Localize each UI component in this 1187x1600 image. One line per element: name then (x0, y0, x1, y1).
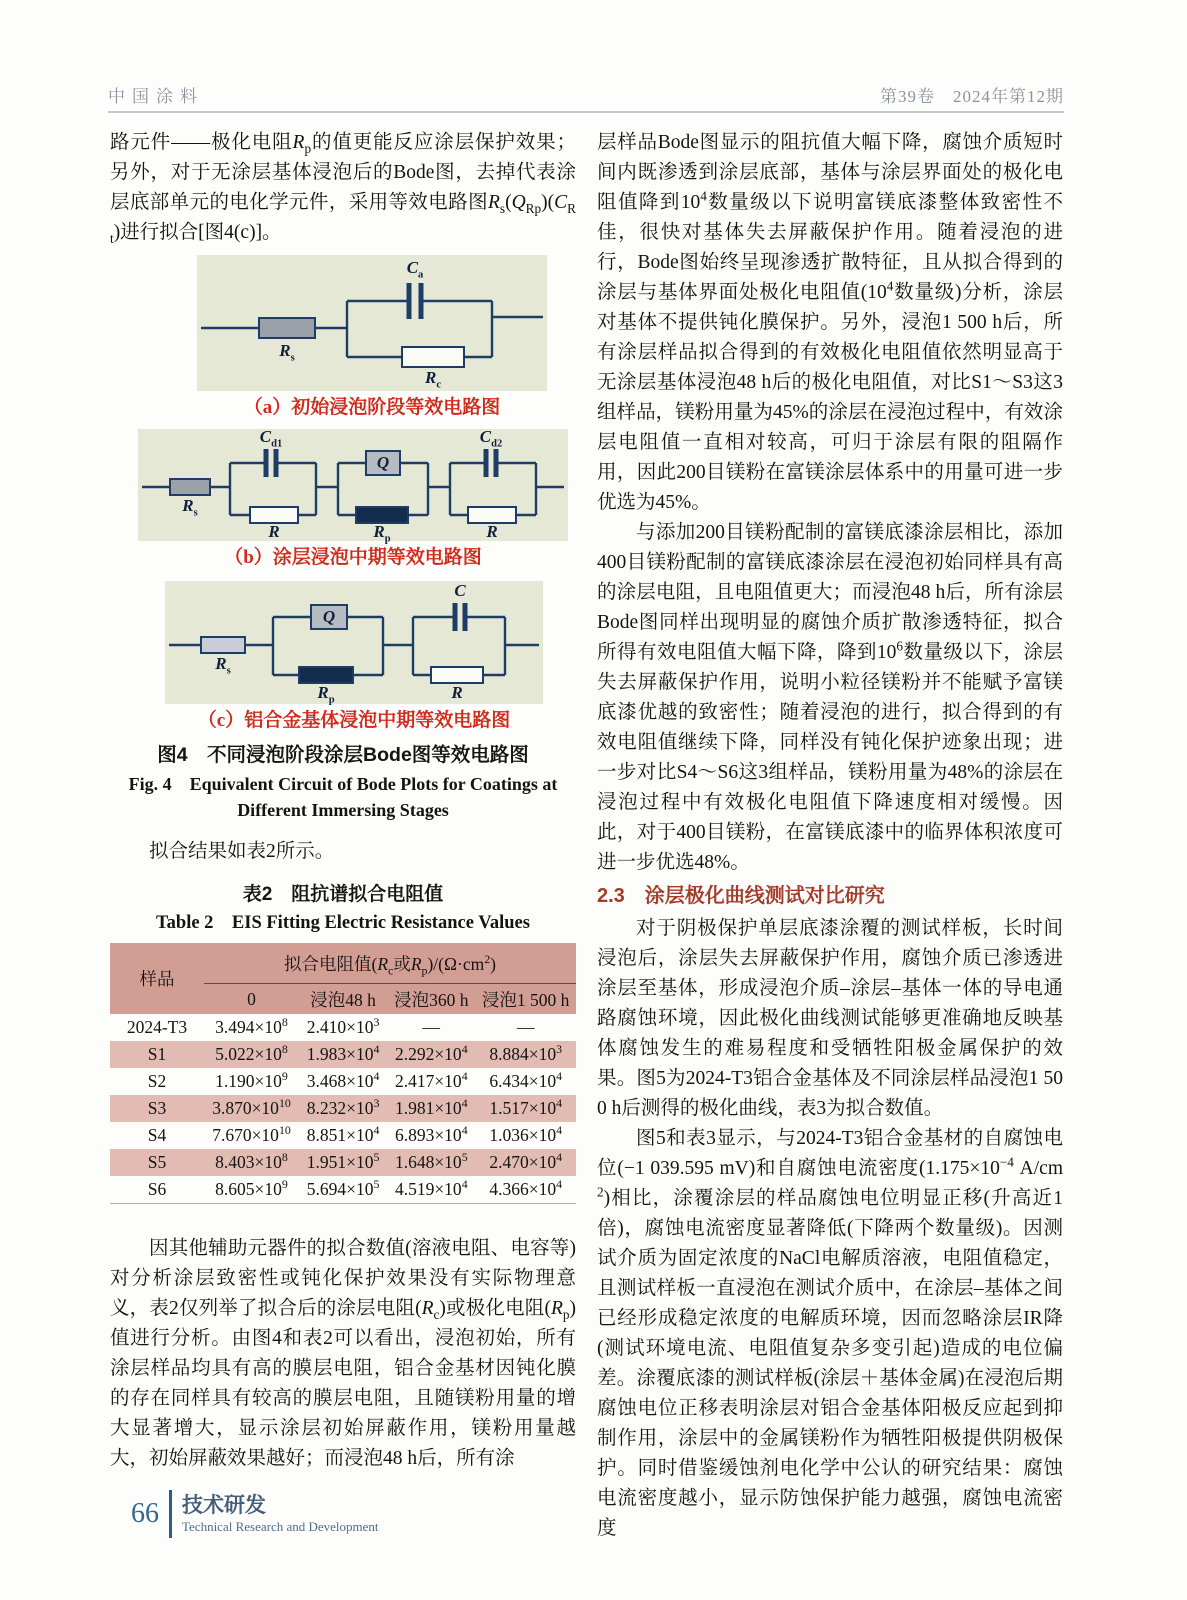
value-cell: $6.434\times 10^4$ (489, 1069, 563, 1091)
sample-cell: S3 (110, 1095, 204, 1122)
table-row (110, 1014, 576, 1041)
table2-col-sample: 样品 (110, 943, 204, 1014)
label-c: C (454, 581, 466, 600)
paragraph: 与添加200目镁粉配制的富镁底漆涂层相比，添加400目镁粉配制的富镁底漆涂层在浸泡初始同样具有高的涂层电阻，且电阻值更大；而浸泡48 h后，所有涂层Bode图同样出现明显的腐蚀介质扩散渗透特征，拟合所得有效电阻值大幅下降，降到$10^6$数量级以下，涂层失去屏蔽保护作用，说明小粒径镁粉并不能赋予富镁底漆优越的致密性；随着浸泡的进行，拟合得到的有效电阻值继续下降，同样没有钝化保护迹象出现；进一步对比S4～S6这3组样品，镁粉用量为48%的涂层在浸泡过程中有效极化电阻值下降速度相对缓慢。因此，对于400目镁粉，在富镁底漆中的临界体积浓度可进一步优选48%。 (597, 522, 1063, 873)
table2-subheader-3: 浸泡1 500 h (475, 984, 576, 1015)
value-cell: — (422, 1017, 441, 1037)
paragraph: 因其他辅助元器件的拟合数值(溶液电阻、电容等)对分析涂层致密性或钝化保护效果没有实际物理意义，表2仅列举了拟合后的涂层电阻$(R_c)$或极化电阻$(R_p)$值进行分析。由图4和表2可以看出，浸泡初始，所有涂层样品均具有高的膜层电阻，铝合金基材因钝化膜的存在同样具有较高的膜层电阻，且随镁粉用量的增大显著增大，显示涂层初始屏蔽作用，镁粉用量越大，初始屏蔽效果越好；而浸泡48 h后，所有涂 (110, 1238, 576, 1469)
label-rs: $R_s$ (279, 341, 295, 364)
label-cd1: $C_{d1}$ (259, 427, 283, 450)
label-rc: $R_c$ (424, 368, 442, 391)
value-cell: $1.981\times 10^4$ (387, 1095, 475, 1122)
value-cell: $1.983\times 10^4$ (299, 1041, 387, 1068)
value-cell: $5.694\times 10^5$ (306, 1177, 380, 1199)
table2-subheader-0: 0 (204, 984, 299, 1015)
table-row (110, 1095, 576, 1122)
value-cell: $4.519\times 10^4$ (394, 1177, 468, 1199)
circuit-b-caption: （b）涂层浸泡中期等效电路图 (224, 547, 482, 568)
table2-body (110, 1014, 576, 1204)
value-cell: $6.893\times 10^4$ (394, 1123, 468, 1145)
resistor-rs (201, 637, 245, 653)
footer-section-en: Technical Research and Development (182, 1518, 379, 1534)
paragraph: 图5和表3显示，与2024-T3铝合金基材的自腐蚀电位(−1 039.595 mV)和自腐蚀电流密度($1.175\times 10^{-4}$ $A/cm^2$)相比，涂覆涂层的样品腐蚀电位明显正移(升高近1倍)，腐蚀电流密度显著降低(下降两个数量级)。因测试介质为固定浓度的NaCl电解质溶液，电阻值稳定，且测试样板一直浸泡在测试介质中，在涂层–基体之间已经形成稳定浓度的电解质环境，因而忽略涂层IR降(测试环境电流、电阻值复杂多变引起)造成的电位偏差。涂覆底漆的测试样板(涂层＋基体金属)在浸泡后期腐蚀电位正移表明涂层对铝合金基体阳极反应起到抑制作用，涂层中的金属镁粉作为牺牲阳极提供阴极保护。同时借鉴缓蚀剂电化学中公认的研究结果：腐蚀电流密度越小，显示防蚀保护能力越强，腐蚀电流密度 (597, 1128, 1063, 1539)
table-row (110, 1041, 576, 1068)
label-r1: R (268, 522, 280, 541)
resistor-r1 (250, 507, 298, 523)
sample-cell: S4 (147, 1125, 167, 1145)
value-cell: $8.884\times 10^3$ (475, 1041, 576, 1068)
value-cell: $1.036\times 10^4$ (489, 1123, 563, 1145)
value-cell: $3.468\times 10^4$ (306, 1069, 380, 1091)
table-row (110, 1149, 576, 1176)
value-cell: $8.605\times 10^9$ (215, 1177, 288, 1199)
sample-cell: S6 (147, 1179, 167, 1199)
value-cell: $2.417\times 10^4$ (394, 1069, 468, 1091)
circuit-a-svg (197, 255, 547, 391)
page-header (108, 82, 1064, 107)
value-cell: $1.517\times 10^4$ (475, 1095, 576, 1122)
sample-cell: S5 (110, 1149, 204, 1176)
circuit-diagram-b (138, 427, 568, 545)
paragraph: 路元件——极化电阻$R_p$的值更能反应涂层保护效果；另外，对于无涂层基体浸泡后的Bode图，去掉代表涂层底部单元的电化学元件，采用等效电路图$R_s(Q_{Rp})(C_{Rt})$进行拟合[图4(c)]。 (110, 132, 576, 246)
sample-cell: S2 (147, 1071, 167, 1091)
value-cell: — (516, 1017, 535, 1037)
value-cell: $8.851\times 10^4$ (306, 1123, 380, 1145)
value-cell: $3.870\times 10^{10}$ (204, 1095, 299, 1122)
table2-subheader-1: 浸泡48 h (299, 984, 387, 1015)
resistor-rp (299, 667, 353, 683)
table2-col-group: 拟合电阻值($R_c$或$R_p)/(\Omega\cdot cm^2)$ (204, 943, 576, 984)
table2 (110, 943, 576, 1204)
page-footer (131, 1490, 379, 1538)
resistor-r2 (468, 507, 516, 523)
value-cell: $1.190\times 10^9$ (215, 1069, 288, 1091)
sample-cell: 2024-T3 (126, 1017, 188, 1037)
table2-header (110, 943, 576, 1014)
value-cell: $8.403\times 10^8$ (204, 1149, 299, 1176)
label-r2: R (486, 522, 498, 541)
resistor-rc (402, 347, 464, 367)
value-cell: $2.292\times 10^4$ (387, 1041, 475, 1068)
label-ca: $C_a$ (406, 258, 424, 281)
value-cell: $2.470\times 10^4$ (475, 1149, 576, 1176)
paragraph: 拟合结果如表2所示。 (149, 841, 335, 862)
label-r: R (451, 683, 463, 702)
sample-cell: S1 (110, 1041, 204, 1068)
table-row (110, 1176, 576, 1204)
circuit-c-caption: （c）铝合金基体浸泡中期等效电路图 (197, 710, 511, 731)
footer-section-cn: 技术研发 (182, 1493, 266, 1517)
right-column (597, 120, 1063, 1544)
circuit-diagram-a (197, 255, 547, 391)
resistor-rp (356, 507, 408, 523)
value-cell: $1.648\times 10^5$ (387, 1149, 475, 1176)
resistor-r (431, 667, 483, 683)
table2-title-cn: 表2 阻抗谱拟合电阻值 (242, 884, 444, 905)
issue-info: 第39卷 2024年第12期 (880, 87, 1064, 106)
footer-divider (169, 1490, 172, 1538)
label-q: Q (376, 453, 390, 472)
header-rule (108, 111, 1064, 113)
left-column (110, 120, 576, 1474)
resistor-rs (259, 318, 315, 338)
value-cell: $4.366\times 10^4$ (489, 1177, 563, 1199)
label-q: Q (322, 607, 336, 626)
label-rp: $R_p$ (373, 522, 391, 545)
figure4-caption-en: Fig. 4 Equivalent Circuit of Bode Plots for Coatings at Different Immersing Stages (128, 774, 558, 820)
section-heading-2-3: 2.3 涂层极化曲线测试对比研究 (597, 885, 885, 907)
resistor-rs (170, 479, 210, 495)
value-cell: $2.410\times 10^3$ (306, 1015, 380, 1037)
circuit-c-svg (165, 581, 543, 704)
paragraph: 对于阴极保护单层底漆涂覆的测试样板，长时间浸泡后，涂层失去屏蔽保护作用，腐蚀介质已渗透进涂层至基体，形成浸泡介质–涂层–基体一体的导电通路腐蚀环境，因此极化曲线测试能够更准确地反映基体腐蚀发生的难易程度和受牺牲阳极金属保护的效果。图5为2024-T3铝合金基体及不同涂层样品浸泡1 500 h后测得的极化曲线，表3为拟合数值。 (597, 918, 1063, 1119)
value-cell: $7.670\times 10^{10}$ (212, 1123, 291, 1145)
figure4-caption-cn: 图4 不同浸泡阶段涂层Bode图等效电路图 (157, 744, 529, 766)
table2-title-en: Table 2 EIS Fitting Electric Resistance Values (156, 913, 530, 933)
value-cell: $8.232\times 10^3$ (299, 1095, 387, 1122)
value-cell: $5.022\times 10^8$ (204, 1041, 299, 1068)
label-rp: $R_p$ (317, 683, 335, 706)
paragraph: 层样品Bode图显示的阻抗值大幅下降，腐蚀介质短时间内既渗透到涂层底部，基体与涂层界面处的极化电阻值降到$10^4$数量级以下说明富镁底漆整体致密性不佳，很快对基体失去屏蔽保护作用。随着浸泡的进行，Bode图始终呈现渗透扩散特征，且从拟合得到的涂层与基体界面处极化电阻值($10^4$数量级)分析，涂层对基体不提供钝化膜保护。另外，浸泡1 500 h后，所有涂层样品拟合得到的有效极化电阻值依然明显高于无涂层基体浸泡48 h后的极化电阻值，对比S1～S3这3组样品，镁粉用量为45%的涂层在浸泡过程中，有效涂层电阻值一直相对较高，可归于涂层有限的阻隔作用，因此200目镁粉在富镁涂层体系中的用量可进一步优选为45%。 (597, 132, 1063, 513)
label-rs: $R_s$ (215, 654, 231, 677)
label-rs: $R_s$ (182, 496, 198, 519)
label-cd2: $C_{d2}$ (479, 427, 503, 450)
circuit-a-caption: （a）初始浸泡阶段等效电路图 (243, 397, 501, 418)
value-cell: $1.951\times 10^5$ (299, 1149, 387, 1176)
page-number: 66 (131, 1498, 159, 1529)
circuit-diagram-c (165, 581, 543, 704)
table-row (110, 1122, 576, 1149)
value-cell: $3.494\times 10^8$ (215, 1015, 288, 1037)
table-row (110, 1068, 576, 1095)
table2-subheader-2: 浸泡360 h (387, 984, 475, 1015)
journal-name: 中国涂料 (108, 87, 204, 106)
